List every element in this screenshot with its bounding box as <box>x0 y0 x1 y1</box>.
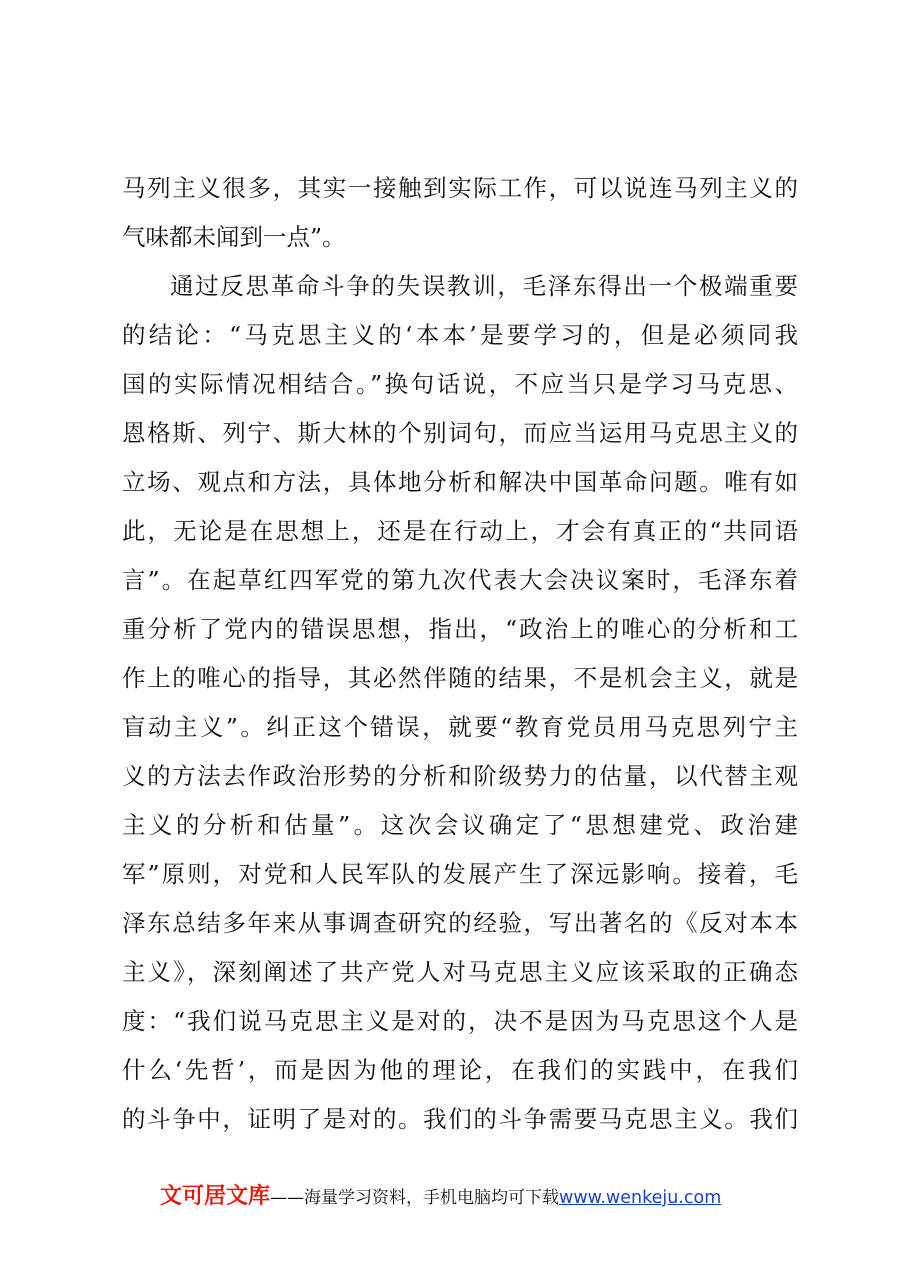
text-line: 立场、观点和方法，具体地分析和解决中国革命问题。唯有如 <box>122 468 798 496</box>
text-line: 什么‘先哲’，而是因为他的理论，在我们的实践中，在我们 <box>122 1056 798 1084</box>
text-line: 义的方法去作政治形势的分析和阶级势力的估量，以代替主观 <box>122 762 798 790</box>
text-line: 马列主义很多，其实一接触到实际工作，可以说连马列主义的 <box>122 174 798 202</box>
text-line: 主义》，深刻阐述了共产党人对马克思主义应该采取的正确态 <box>122 958 798 986</box>
brand-name: 文可居文库 <box>160 1184 271 1209</box>
text-line: 主义的分析和估量”。这次会议确定了“思想建党、政治建 <box>122 811 798 839</box>
text-line: 气味都未闻到一点”。 <box>122 223 346 251</box>
footer-slogan: ——海量学习资料，手机电脑均可下载 <box>270 1188 560 1208</box>
text-line: 度：“我们说马克思主义是对的，决不是因为马克思这个人是 <box>122 1007 798 1035</box>
footer-banner <box>160 1180 721 1214</box>
text-line: 的斗争中，证明了是对的。我们的斗争需要马克思主义。我们 <box>122 1105 798 1133</box>
text-line: 国的实际情况相结合。”换句话说，不应当只是学习马克思、 <box>122 370 798 398</box>
text-line: 泽东总结多年来从事调查研究的经验，写出著名的《反对本本 <box>122 909 798 937</box>
text-line: 通过反思革命斗争的失误教训，毛泽东得出一个极端重要 <box>170 272 798 300</box>
text-line: 此，无论是在思想上，还是在行动上，才会有真正的“共同语 <box>122 517 798 545</box>
document-body <box>122 164 798 1144</box>
text-line: 军”原则，对党和人民军队的发展产生了深远影响。接着，毛 <box>122 860 798 888</box>
text-line: 盲动主义”。纠正这个错误，就要“教育党员用马克思列宁主 <box>122 713 798 741</box>
text-line: 作上的唯心的指导，其必然伴随的结果，不是机会主义，就是 <box>122 664 798 692</box>
text-line: 的结论：“马克思主义的‘本本’是要学习的，但是必须同我 <box>122 321 798 349</box>
text-line: 重分析了党内的错误思想，指出，“政治上的唯心的分析和工 <box>122 615 798 643</box>
text-line: 恩格斯、列宁、斯大林的个别词句，而应当运用马克思主义的 <box>122 419 798 447</box>
website-link[interactable]: www.wenkeju.com <box>559 1188 722 1208</box>
text-line: 言”。在起草红四军党的第九次代表大会决议案时，毛泽东着 <box>122 566 798 594</box>
